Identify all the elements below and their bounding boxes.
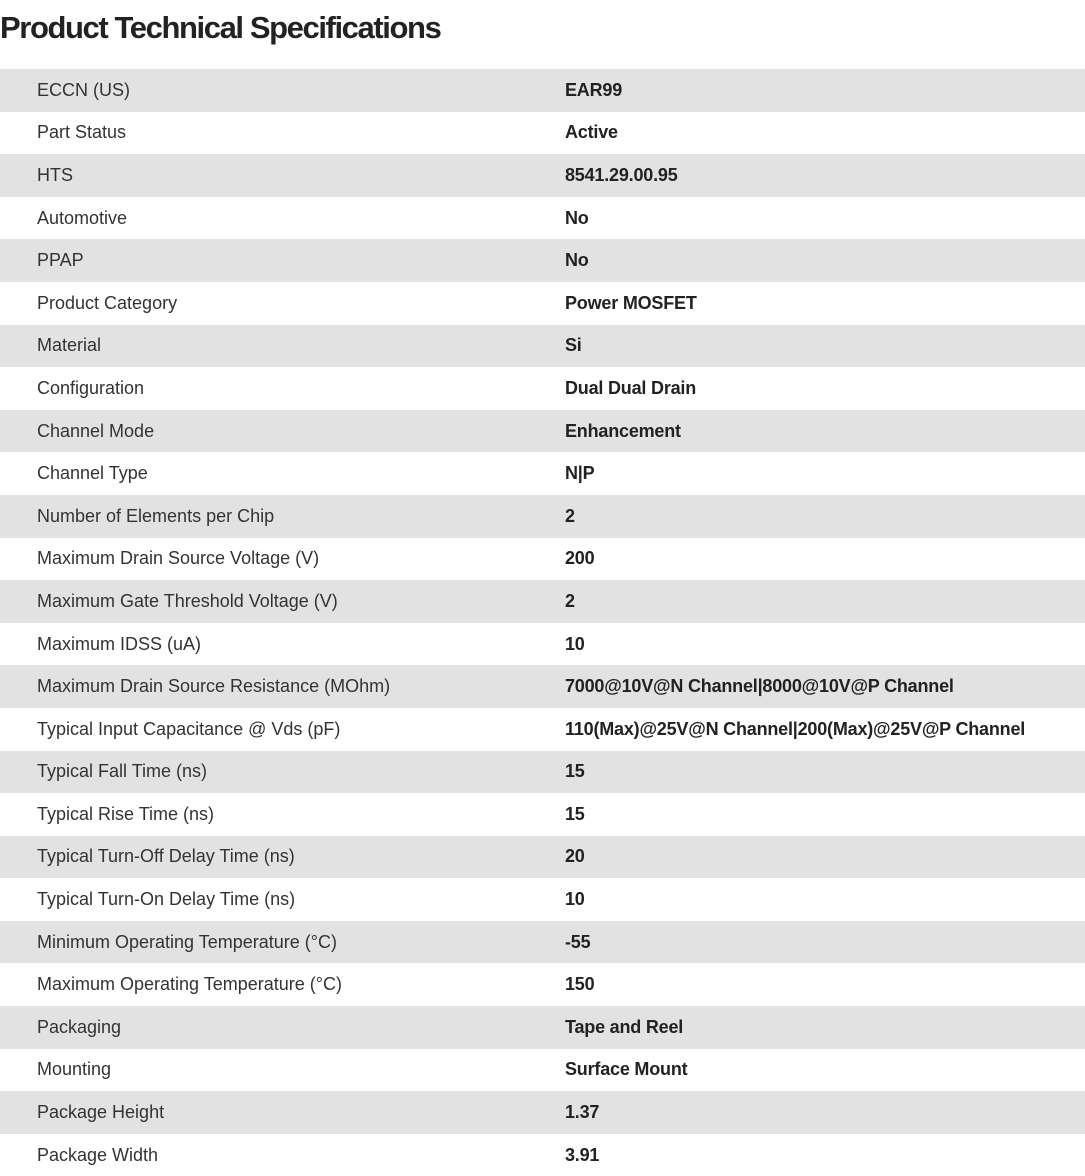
spec-label: Typical Turn-Off Delay Time (ns) bbox=[0, 836, 565, 879]
spec-label: HTS bbox=[0, 154, 565, 197]
spec-value: 3.91 bbox=[565, 1144, 600, 1165]
spec-row bbox=[0, 69, 1085, 112]
spec-value: 10 bbox=[565, 889, 585, 910]
spec-row bbox=[0, 154, 1085, 197]
spec-label: Product Category bbox=[37, 292, 178, 313]
spec-value: 8541.29.00.95 bbox=[565, 154, 1085, 197]
spec-value: 15 bbox=[565, 751, 1085, 794]
spec-value: 2 bbox=[565, 580, 1085, 623]
spec-label: Typical Rise Time (ns) bbox=[37, 803, 215, 824]
spec-row bbox=[0, 1006, 1085, 1049]
spec-label: Maximum Drain Source Voltage (V) bbox=[37, 548, 320, 569]
spec-table bbox=[0, 69, 1085, 1176]
spec-row bbox=[0, 921, 1085, 964]
spec-label: Number of Elements per Chip bbox=[0, 495, 565, 538]
spec-value: 10 bbox=[565, 633, 585, 654]
spec-row bbox=[0, 708, 1085, 751]
spec-label: Package Width bbox=[37, 1144, 159, 1165]
spec-row bbox=[0, 1049, 1085, 1092]
spec-value: 15 bbox=[565, 803, 585, 824]
spec-value: 150 bbox=[565, 974, 595, 995]
spec-value: 20 bbox=[565, 836, 1085, 879]
spec-value: N|P bbox=[565, 463, 595, 484]
spec-value: 200 bbox=[565, 548, 595, 569]
spec-row bbox=[0, 239, 1085, 282]
spec-row bbox=[0, 751, 1085, 794]
spec-label: Automotive bbox=[37, 207, 128, 228]
spec-label: Configuration bbox=[37, 377, 145, 398]
spec-value: Power MOSFET bbox=[565, 292, 697, 313]
spec-row bbox=[0, 878, 1085, 921]
spec-row bbox=[0, 1091, 1085, 1134]
spec-value: Si bbox=[565, 325, 1085, 368]
spec-label: PPAP bbox=[0, 239, 565, 282]
spec-row bbox=[0, 963, 1085, 1006]
spec-label: Typical Turn-On Delay Time (ns) bbox=[37, 889, 296, 910]
spec-value: No bbox=[565, 207, 589, 228]
spec-label: Packaging bbox=[0, 1006, 565, 1049]
spec-row bbox=[0, 410, 1085, 453]
spec-label: Maximum Drain Source Resistance (MOhm) bbox=[0, 665, 565, 708]
spec-label: Material bbox=[0, 325, 565, 368]
spec-row bbox=[0, 495, 1085, 538]
spec-row bbox=[0, 282, 1085, 325]
spec-value: -55 bbox=[565, 921, 1085, 964]
spec-value: Surface Mount bbox=[565, 1059, 688, 1080]
spec-row bbox=[0, 538, 1085, 581]
spec-row bbox=[0, 580, 1085, 623]
spec-value: 7000@10V@N Channel|8000@10V@P Channel bbox=[565, 665, 1085, 708]
spec-value: Enhancement bbox=[565, 410, 1085, 453]
spec-row bbox=[0, 836, 1085, 879]
spec-value: Dual Dual Drain bbox=[565, 377, 697, 398]
spec-row bbox=[0, 793, 1085, 836]
spec-row bbox=[0, 197, 1085, 240]
spec-row bbox=[0, 367, 1085, 410]
spec-label: Part Status bbox=[37, 122, 127, 143]
spec-row bbox=[0, 623, 1085, 666]
spec-label: Package Height bbox=[0, 1091, 565, 1134]
spec-row bbox=[0, 665, 1085, 708]
spec-table-body bbox=[0, 69, 1085, 1176]
spec-value: 2 bbox=[565, 495, 1085, 538]
spec-row bbox=[0, 1134, 1085, 1176]
spec-label: Mounting bbox=[37, 1059, 112, 1080]
spec-label: Typical Fall Time (ns) bbox=[0, 751, 565, 794]
spec-label: Channel Type bbox=[37, 463, 148, 484]
spec-label: Maximum Operating Temperature (°C) bbox=[37, 974, 342, 995]
spec-row bbox=[0, 452, 1085, 495]
spec-label: ECCN (US) bbox=[0, 69, 565, 112]
spec-label: Maximum IDSS (uA) bbox=[37, 633, 202, 654]
spec-value: Active bbox=[565, 122, 618, 143]
spec-row bbox=[0, 112, 1085, 155]
spec-value: Tape and Reel bbox=[565, 1006, 1085, 1049]
spec-label: Maximum Gate Threshold Voltage (V) bbox=[0, 580, 565, 623]
spec-value: 110(Max)@25V@N Channel|200(Max)@25V@P Channel bbox=[565, 718, 1026, 739]
spec-value: No bbox=[565, 239, 1085, 282]
spec-value: EAR99 bbox=[565, 69, 1085, 112]
spec-label: Minimum Operating Temperature (°C) bbox=[0, 921, 565, 964]
spec-label: Typical Input Capacitance @ Vds (pF) bbox=[37, 718, 341, 739]
spec-row bbox=[0, 325, 1085, 368]
spec-value: 1.37 bbox=[565, 1091, 1085, 1134]
spec-label: Channel Mode bbox=[0, 410, 565, 453]
page-title: Product Technical Specifications bbox=[0, 10, 441, 45]
